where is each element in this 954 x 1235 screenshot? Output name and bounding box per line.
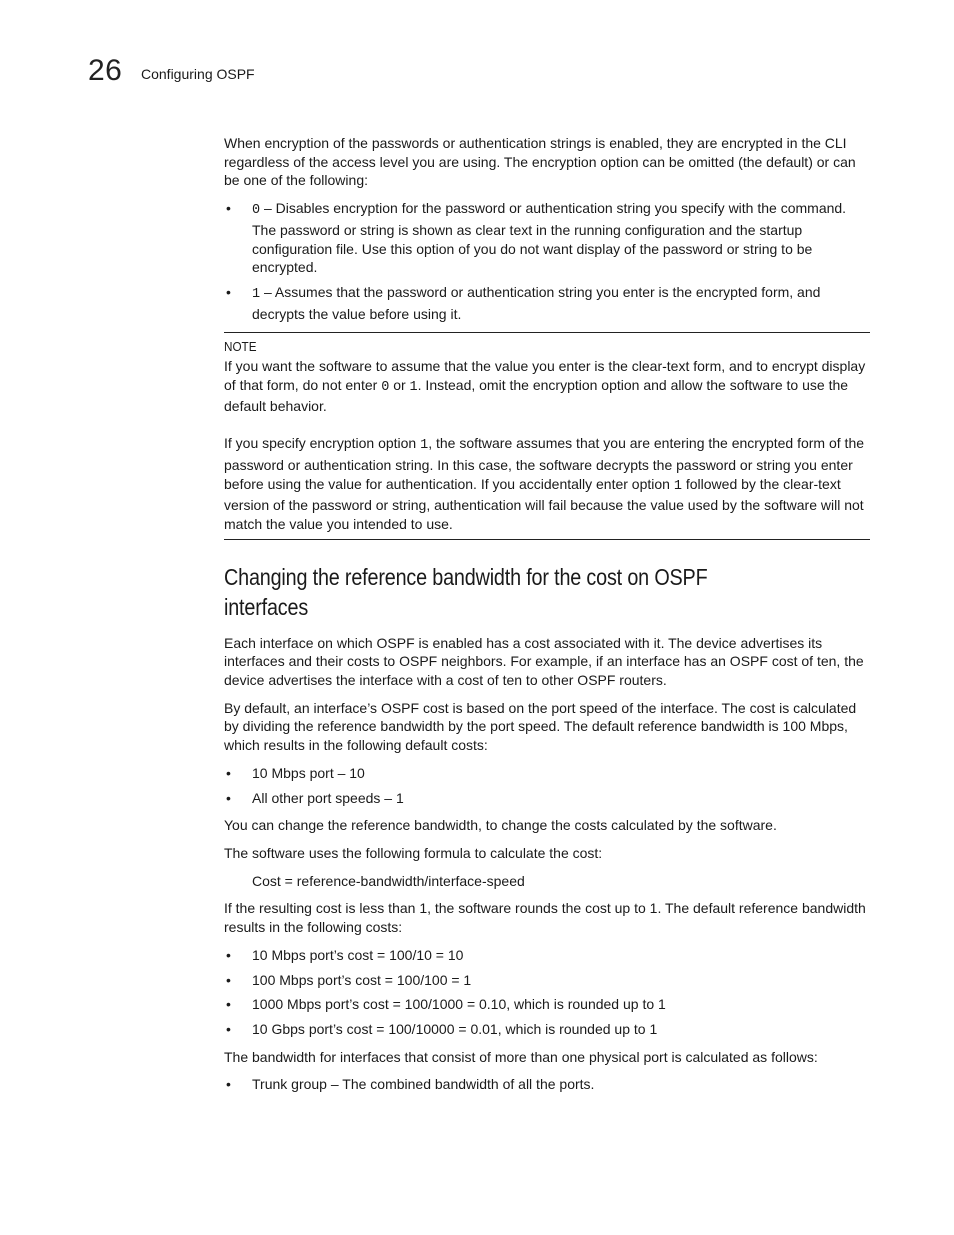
body-paragraph: The software uses the following formula to calculate the cost: bbox=[224, 844, 603, 861]
list-item bbox=[224, 1020, 870, 1039]
inline-code: 1 bbox=[409, 379, 418, 395]
bullet-icon: • bbox=[226, 971, 231, 988]
list-item bbox=[224, 789, 870, 808]
note-text: or bbox=[389, 376, 410, 393]
bullet-icon: • bbox=[226, 200, 231, 217]
list-item bbox=[224, 764, 870, 783]
list-item-text: 10 Mbps port – 10 bbox=[252, 764, 365, 781]
note-text: , the software assumes that you are entering the encrypted form of the password or authentication string. In this case, the software decrypts the password or string you enter before using the value for authentication. If you accidentally enter option bbox=[224, 435, 865, 492]
chapter-title: Configuring OSPF bbox=[141, 66, 255, 82]
bullet-icon: • bbox=[226, 1020, 231, 1037]
bullet-icon: • bbox=[226, 283, 231, 300]
list-item-text: 100 Mbps port’s cost = 100/100 = 1 bbox=[252, 971, 472, 988]
option-code: 1 bbox=[252, 286, 261, 302]
note-box bbox=[224, 332, 870, 539]
chapter-number: 26 bbox=[88, 54, 123, 87]
body-paragraph: If the resulting cost is less than 1, the software rounds the cost up to 1. The default reference bandwidth results in the following costs: bbox=[224, 900, 866, 936]
computed-costs-list bbox=[224, 946, 870, 1039]
list-item bbox=[224, 199, 870, 277]
note-text: . Instead, omit the encryption option and allow the software to use the default behavior. bbox=[224, 376, 849, 415]
bullet-icon: • bbox=[226, 946, 231, 963]
list-item-text: All other port speeds – 1 bbox=[252, 789, 404, 806]
multi-port-list bbox=[224, 1075, 870, 1094]
body-paragraph: Each interface on which OSPF is enabled has a cost associated with it. The device advertises its interfaces and their costs to OSPF neighbors. For example, if an interface has an OSPF cost of ten, the device advertises the interface with a cost of ten to other OSPF routers. bbox=[224, 634, 864, 689]
list-item bbox=[224, 283, 870, 323]
list-item bbox=[224, 971, 870, 990]
bullet-icon: • bbox=[226, 1076, 231, 1093]
note-label: NOTE bbox=[224, 339, 257, 355]
list-item-text: 10 Mbps port’s cost = 100/10 = 10 bbox=[252, 946, 464, 963]
cost-formula: Cost = reference-bandwidth/interface-speed bbox=[252, 872, 525, 889]
option-text: – Assumes that the password or authentication string you enter is the encrypted form, and decrypts the value before using it. bbox=[252, 283, 821, 322]
section-heading: Changing the reference bandwidth for the cost on OSPF interfaces bbox=[224, 563, 708, 620]
default-costs-list bbox=[224, 764, 870, 807]
body-paragraph: You can change the reference bandwidth, to change the costs calculated by the software. bbox=[224, 817, 777, 834]
list-item bbox=[224, 1075, 870, 1094]
option-code: 0 bbox=[252, 203, 261, 219]
intro-paragraph: When encryption of the passwords or authentication strings is enabled, they are encrypted in the CLI regardless of the access level you are using. The encryption option can be omitted (the default) or can be one of the following: bbox=[224, 135, 856, 189]
bullet-icon: • bbox=[226, 764, 231, 781]
inline-code: 1 bbox=[420, 438, 429, 454]
list-item-text: 1000 Mbps port’s cost = 100/1000 = 0.10, which is rounded up to 1 bbox=[252, 996, 666, 1013]
inline-code: 1 bbox=[673, 478, 682, 494]
bullet-icon: • bbox=[226, 996, 231, 1013]
inline-code: 0 bbox=[381, 379, 390, 395]
note-text: If you want the software to assume that the value you enter is the clear-text form, and to encrypt display of that form, do not enter bbox=[224, 358, 866, 393]
body-paragraph: The bandwidth for interfaces that consist of more than one physical port is calculated as follows: bbox=[224, 1048, 818, 1065]
main-content bbox=[224, 134, 870, 1103]
list-item-text: 10 Gbps port’s cost = 100/10000 = 0.01, which is rounded up to 1 bbox=[252, 1020, 658, 1037]
list-item bbox=[224, 995, 870, 1014]
list-item-text: Trunk group – The combined bandwidth of all the ports. bbox=[252, 1076, 595, 1093]
bullet-icon: • bbox=[226, 789, 231, 806]
option-text: – Disables encryption for the password or authentication string you specify with the command. The password or string is shown as clear text in the running configuration and the startup configuration file. Use this option of you do not want display of the password or string to be encrypted. bbox=[252, 200, 847, 276]
body-paragraph: By default, an interface’s OSPF cost is based on the port speed of the interface. The cost is calculated by dividing the reference bandwidth by the port speed. The default reference bandwidth is 100 Mbps, which results in the following default costs: bbox=[224, 699, 857, 754]
note-text: followed by the clear-text version of the password or string, authentication will fail because the value used by the software will not match the value you intended to use. bbox=[224, 475, 864, 532]
note-paragraph bbox=[224, 357, 870, 416]
encryption-options-list bbox=[224, 199, 870, 323]
note-text: If you specify encryption option bbox=[224, 435, 421, 452]
note-paragraph bbox=[224, 434, 870, 534]
list-item bbox=[224, 946, 870, 965]
